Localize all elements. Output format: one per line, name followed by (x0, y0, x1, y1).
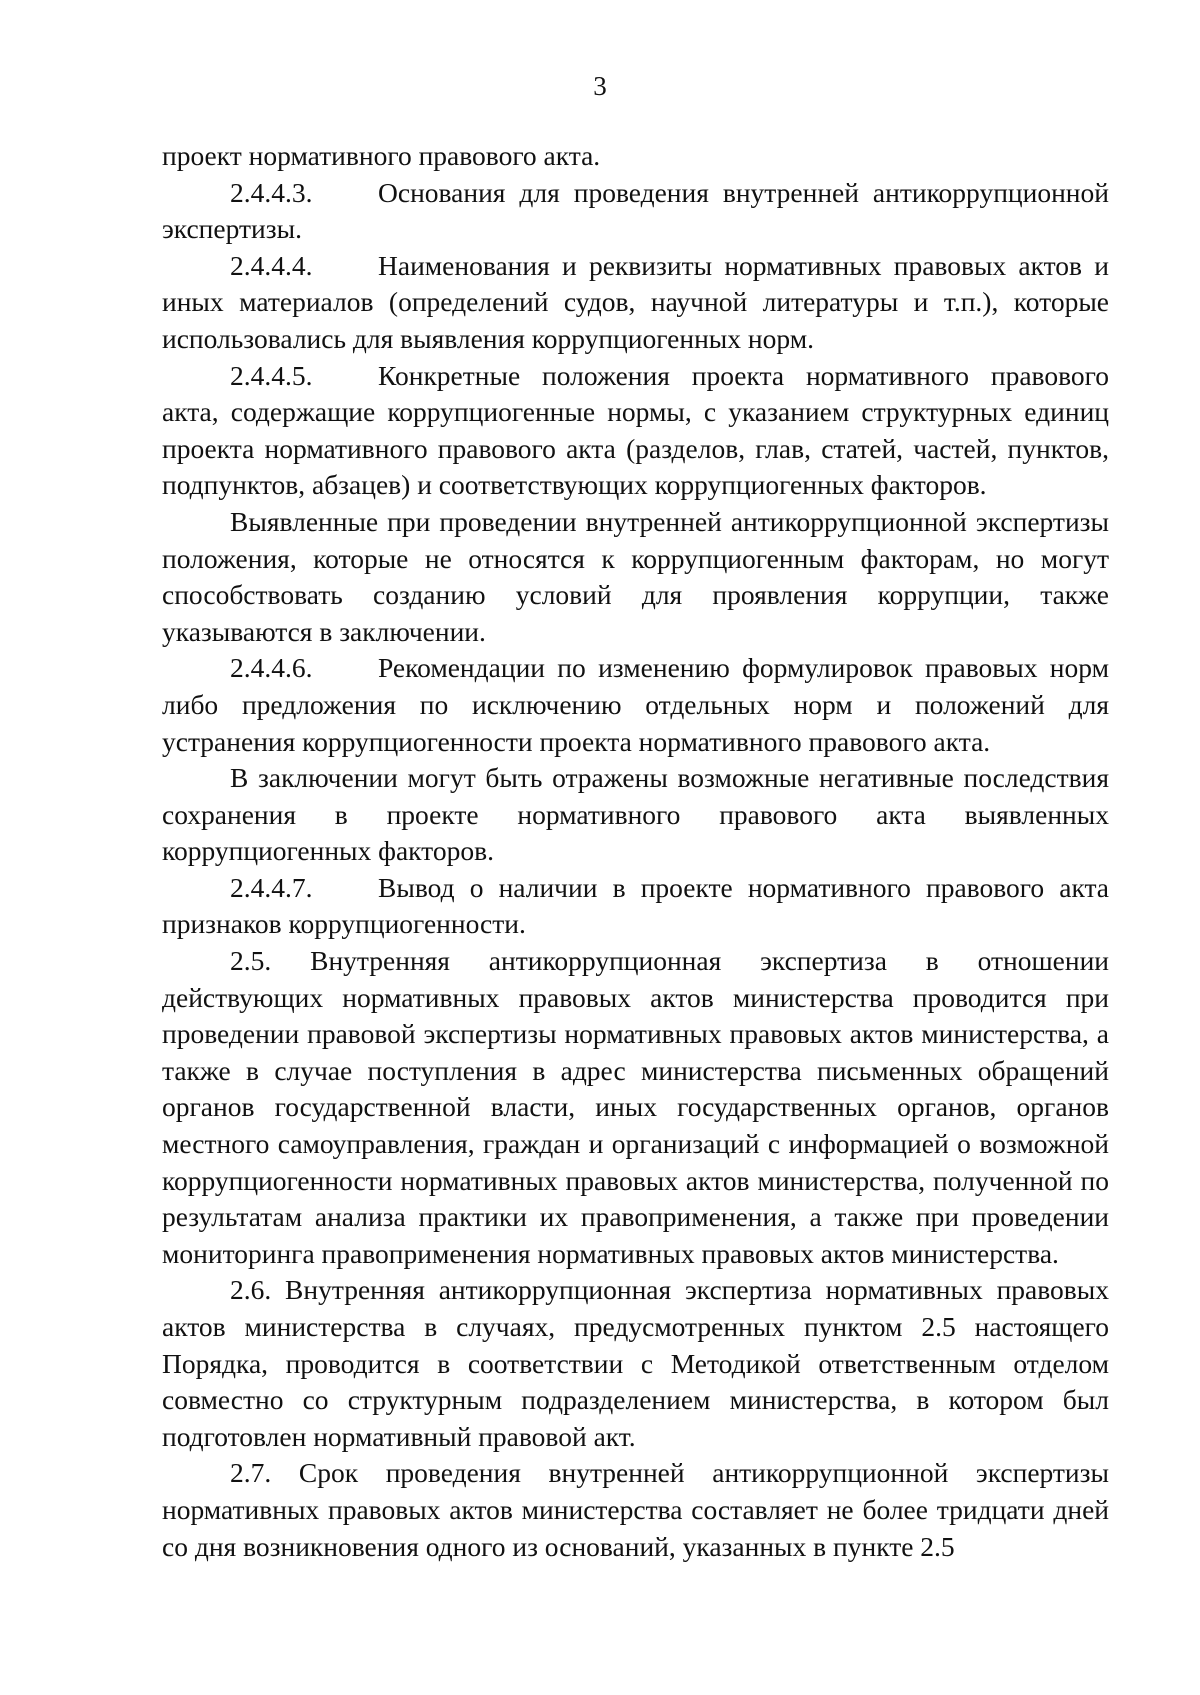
paragraph (162, 138, 1109, 175)
page-number: 3 (593, 71, 607, 101)
paragraph-text: Наименования и реквизиты нормативных правовых актов и иных материалов (определений судов, научной литературы и т.п.), которые использовались для выявления коррупциогенных норм. (162, 249, 1109, 354)
clause-number: 2.4.4.4. (230, 249, 313, 281)
paragraph (162, 760, 1109, 870)
document-body (162, 138, 1109, 1565)
paragraph (162, 504, 1109, 650)
paragraph-2-4-4-3 (162, 175, 1109, 248)
paragraph-2-4-4-4 (162, 248, 1109, 358)
paragraph-text: 2.6. Внутренняя антикоррупционная экспертиза нормативных правовых актов министерства в случаях, предусмотренных пунктом 2.5 настоящего Порядка, проводится в соответствии с Методикой ответственным отделом совместно со структурным подразделением министерства, в котором был подготовлен нормативный правовой акт. (162, 1274, 1109, 1452)
paragraph-2-5 (162, 943, 1109, 1272)
clause-number: 2.4.4.6. (230, 652, 313, 684)
paragraph-2-4-4-5 (162, 358, 1109, 504)
clause-number: 2.4.4.7. (230, 871, 313, 903)
paragraph-text: Выявленные при проведении внутренней антикоррупционной экспертизы положения, которые не относятся к коррупциогенным факторам, но могут способствовать созданию условий для проявления коррупции, также указываются в заключении. (162, 505, 1109, 647)
paragraph-text: Вывод о наличии в проекте нормативного правового акта признаков коррупциогенности. (162, 871, 1109, 940)
paragraph-text: Конкретные положения проекта нормативного правового акта, содержащие коррупциогенные нормы, с указанием структурных единиц проекта нормативного правового акта (разделов, глав, статей, частей, пунктов, подпунктов, абзацев) и соответствующих коррупциогенных факторов. (162, 359, 1109, 501)
paragraph-2-4-4-7 (162, 870, 1109, 943)
paragraph-2-7 (162, 1455, 1109, 1565)
paragraph-2-6 (162, 1272, 1109, 1455)
paragraph-text: В заключении могут быть отражены возможные негативные последствия сохранения в проекте нормативного правового акта выявленных коррупциогенных факторов. (162, 762, 1109, 867)
clause-number: 2.4.4.3. (230, 176, 313, 208)
paragraph-text: Рекомендации по изменению формулировок правовых норм либо предложения по исключению отдельных норм и положений для устранения коррупциогенности проекта нормативного правового акта. (162, 652, 1109, 757)
paragraph-text: 2.7. Срок проведения внутренней антикоррупционной экспертизы нормативных правовых актов министерства составляет не более тридцати дней со дня возникновения одного из оснований, указанных в пункте 2.5 (162, 1457, 1109, 1562)
clause-number: 2.4.4.5. (230, 359, 313, 391)
paragraph-text: проект нормативного правового акта. (162, 140, 601, 171)
paragraph-2-4-4-6 (162, 650, 1109, 760)
paragraph-text: 2.5. Внутренняя антикоррупционная экспертиза в отношении действующих нормативных правовых актов министерства проводится при проведении правовой экспертизы нормативных правовых актов министерства, а также в случае поступления в адрес министерства письменных обращений органов государственной власти, иных государственных органов, органов местного самоуправления, граждан и организаций с информацией о возможной коррупциогенности нормативных правовых актов министерства, полученной по результатам анализа практики их правоприменения, а также при проведении мониторинга правоприменения нормативных правовых актов министерства. (162, 945, 1109, 1269)
paragraph-text: Основания для проведения внутренней антикоррупционной экспертизы. (162, 176, 1109, 245)
